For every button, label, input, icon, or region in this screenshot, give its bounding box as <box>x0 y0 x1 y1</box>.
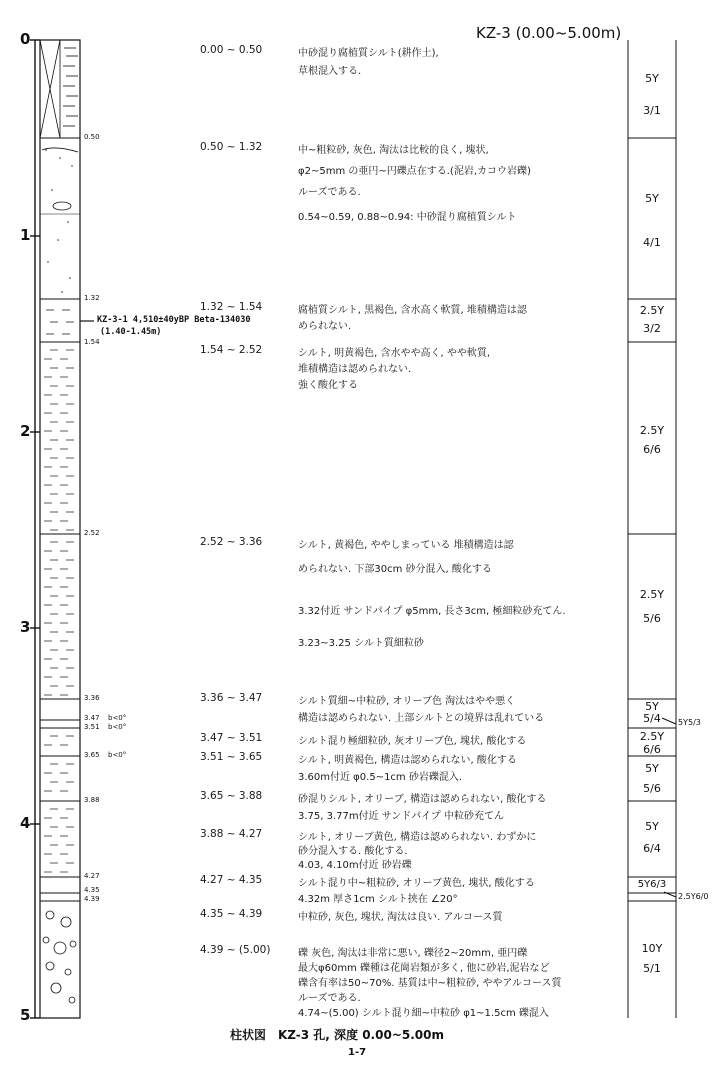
layer-description-line: シルト混り極細粒砂, 灰オリーブ色, 塊状, 酸化する <box>298 736 527 747</box>
layer-depth-range: 3.51 ~ 3.65 <box>200 751 263 763</box>
depth-label-5: 5 <box>20 1006 31 1024</box>
munsell-hue: 5Y <box>645 72 659 85</box>
boundary-depth: 2.52 <box>84 529 100 537</box>
layer-description-line: シルト, 明黄褐色, 含水やや高く, やや軟質, <box>298 348 491 359</box>
layer-description-line: 4.03, 4.10m付近 砂岩礫 <box>298 860 412 871</box>
munsell-value: 5/4 <box>643 712 661 725</box>
munsell-hue: 2.5Y <box>639 730 665 743</box>
boundary-depth: 1.54 <box>84 338 100 346</box>
layer-description-line: 0.54~0.59, 0.88~0.94: 中砂混り腐植質シルト <box>298 212 517 223</box>
boundary-depth: 3.51 <box>84 723 100 731</box>
munsell-value: 5/6 <box>643 782 661 795</box>
layer-description-line: 礫含有率は50~70%. 基質は中~粗粒砂, ややアルコース質 <box>298 978 562 989</box>
layer-depth-range: 1.32 ~ 1.54 <box>200 301 263 313</box>
munsell-hue: 2.5Y <box>639 588 665 601</box>
depth-label-4: 4 <box>20 814 31 832</box>
layer-depth-range: 2.52 ~ 3.36 <box>200 536 263 548</box>
orientation-note: b<0° <box>108 751 127 759</box>
layer-depth-range: 4.39 ~ (5.00) <box>200 944 271 956</box>
boundary-depth: 4.39 <box>84 895 100 903</box>
munsell-hue: 5Y6/3 <box>637 879 667 890</box>
layer-description-line: 4.74~(5.00) シルト混り細~中粒砂 φ1~1.5cm 礫混入 <box>298 1008 549 1019</box>
munsell-hue: 5Y <box>645 192 659 205</box>
orientation-note: b<0° <box>108 714 127 722</box>
layer-description-line: 堆積構造は認められない. <box>298 364 412 375</box>
layer-description-line: シルト, オリーブ黄色, 構造は認められない. わずかに <box>298 832 537 843</box>
depth-label-2: 2 <box>20 422 31 440</box>
munsell-hue: 10Y <box>641 942 663 955</box>
layer-description-line: 3.75, 3.77m付近 サンドパイプ 中粒砂充てん <box>298 811 504 822</box>
layer-depth-range: 1.54 ~ 2.52 <box>200 344 263 356</box>
munsell-value: 3/2 <box>643 322 661 335</box>
munsell-value: 3/1 <box>643 104 661 117</box>
orientation-note: b<0° <box>108 723 127 731</box>
layer-description-line: 中粒砂, 灰色, 塊状, 淘汰は良い. アルコース質 <box>298 912 503 923</box>
gravel-pattern <box>43 911 76 1003</box>
layer-description-line: 砂混りシルト, オリーブ, 構造は認められない, 酸化する <box>298 794 547 805</box>
layer-description-line: 草根混入する. <box>298 66 362 77</box>
layer-description-line: 構造は認められない. 上部シルトとの境界は乱れている <box>298 713 545 724</box>
layer-depth-range: 3.36 ~ 3.47 <box>200 692 263 704</box>
boundary-depth: 3.65 <box>84 751 100 759</box>
munsell-hue: 5Y <box>645 762 659 775</box>
boundary-depth: 4.35 <box>84 886 100 894</box>
boundary-depth: 0.50 <box>84 133 100 141</box>
layer-depth-range: 3.65 ~ 3.88 <box>200 790 263 802</box>
boundary-depth: 4.27 <box>84 872 100 880</box>
boundary-depth: 3.47 <box>84 714 100 722</box>
layer-description-line: 最大φ60mm 礫種は花崗岩類が多く, 他に砂岩,泥岩など <box>298 963 550 974</box>
munsell-value: 6/4 <box>643 842 661 855</box>
layer-description-line: 3.23~3.25 シルト質細粒砂 <box>298 638 424 649</box>
munsell-hue: 2.5Y <box>639 424 665 437</box>
munsell-side-note: 2.5Y6/0 <box>678 892 709 901</box>
munsell-column <box>628 40 676 1018</box>
layer-depth-range: 4.27 ~ 4.35 <box>200 874 263 886</box>
munsell-value: 5/1 <box>643 962 661 975</box>
boring-column <box>40 40 80 1018</box>
depth-axis <box>30 40 40 1018</box>
topsoil-pattern <box>63 48 78 126</box>
sand-dots <box>45 149 73 293</box>
munsell-value: 4/1 <box>643 236 661 249</box>
layer-description-line: 4.32m 厚さ1cm シルト挟在 ∠20° <box>298 894 458 905</box>
boundary-depth: 3.88 <box>84 796 100 804</box>
layer-depth-range: 3.47 ~ 3.51 <box>200 732 263 744</box>
page-number: 1-7 <box>348 1047 367 1058</box>
munsell-value: 6/6 <box>643 743 661 756</box>
layer-description-line: 強く酸化する <box>298 380 358 391</box>
layer-description-line: 中~粗粒砂, 灰色, 淘汰は比較的良く, 塊状, <box>298 145 489 156</box>
layer-depth-range: 0.50 ~ 1.32 <box>200 141 263 153</box>
layer-depth-range: 4.35 ~ 4.39 <box>200 908 263 920</box>
depth-label-1: 1 <box>20 226 31 244</box>
layer-description-line: ルーズである. <box>298 187 361 198</box>
layer-description-line: ルーズである. <box>298 993 361 1004</box>
layer-description-line: φ2~5mm の亜円~円礫点在する.(泥岩,カコウ岩礫) <box>298 166 531 177</box>
munsell-value: 5/6 <box>643 612 661 625</box>
layer-description-line: 腐植質シルト, 黒褐色, 含水高く軟質, 堆積構造は認 <box>298 305 527 316</box>
boundary-depth: 3.36 <box>84 694 100 702</box>
layer-description-line: 砂分混入する. 酸化する. <box>298 846 408 857</box>
layer-description-line: 中砂混り腐植質シルト(耕作土), <box>298 48 439 59</box>
depth-label-3: 3 <box>20 618 31 636</box>
layer-description-line: シルト, 明黄褐色, 構造は認められない, 酸化する <box>298 755 517 766</box>
sample-depth: (1.40-1.45m) <box>100 327 162 337</box>
layer-description-line: シルト, 黄褐色, ややしまっている 堆積構造は認 <box>298 540 514 551</box>
log-title: KZ-3 (0.00~5.00m) <box>476 24 622 42</box>
boundary-depth: 1.32 <box>84 294 100 302</box>
sample-label: KZ-3-1 4,510±40yBP Beta-134030 <box>97 315 251 325</box>
munsell-value: 6/6 <box>643 443 661 456</box>
figure-caption: 柱状図 KZ-3 孔, 深度 0.00~5.00m <box>230 1028 444 1042</box>
layer-description-line: められない. <box>298 321 352 332</box>
layer-depth-range: 3.88 ~ 4.27 <box>200 828 263 840</box>
layer-description-line: 礫 灰色, 淘汰は非常に悪い, 礫径2~20mm, 亜円礫 <box>298 948 528 959</box>
munsell-hue: 5Y <box>645 700 659 713</box>
layer-description-line: シルト混り中~粗粒砂, オリーブ黄色, 塊状, 酸化する <box>298 878 535 889</box>
layer-description-line: シルト質細~中粒砂, オリーブ色 淘汰はやや悪く <box>298 696 516 707</box>
munsell-hue: 5Y <box>645 820 659 833</box>
munsell-hue: 2.5Y <box>639 304 665 317</box>
silt-pattern <box>44 350 74 872</box>
layer-description-line: 3.60m付近 φ0.5~1cm 砂岩礫混入. <box>298 772 463 783</box>
layer-description-line: 3.32付近 サンドパイプ φ5mm, 長さ3cm, 極細粒砂充てん. <box>298 606 566 617</box>
layer-description-line: められない. 下部30cm 砂分混入, 酸化する <box>298 564 492 575</box>
layer-depth-range: 0.00 ~ 0.50 <box>200 44 263 56</box>
depth-label-0: 0 <box>20 30 31 48</box>
munsell-side-note: 5Y5/3 <box>678 718 701 727</box>
